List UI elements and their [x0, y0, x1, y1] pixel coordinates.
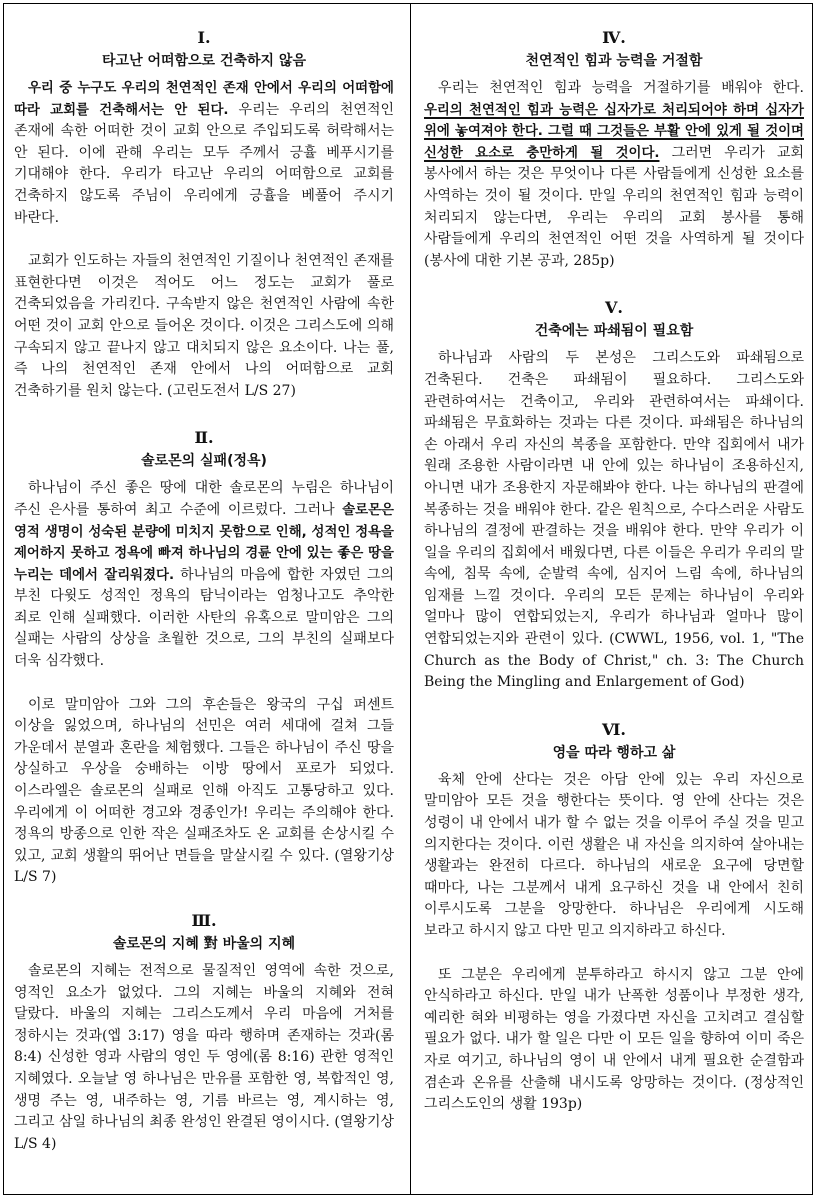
section-numeral: Ⅵ. [602, 719, 626, 739]
section-4 [424, 28, 804, 272]
section-title: 솔로몬의 지혜 對 바울의 지혜 [112, 936, 296, 952]
section-title: 천연적인 힘과 능력을 거절함 [525, 53, 703, 69]
section-numeral: Ⅰ. [197, 28, 211, 47]
paragraph: 교회가 인도하는 자들의 천연적인 기질이나 천연적인 존재를 표현한다면 이것은 적어도 어느 정도는 교회가 풀로 건축되었음을 가리킨다. 구속받지 않은 천연적인 사람에 속한 어떤 것이 교회 안으로 들어온 것이다. 이것은 그리스도에 의해 구속되지 않고 끝나지 않고 대치되지 않은 요소이다. 나는 풀, 즉 나의 천연적인 존재 안에서 나의 어떠함으로 교회 건축하기를 원치 않는다. (고린도전서 L/S 27) [14, 253, 394, 399]
section-5 [424, 298, 804, 694]
column-divider [410, 3, 411, 1195]
bold-text: 솔로몬은 영적 생명이 성숙된 분량에 미치지 못함으로 인해, 성적인 정욕을 제어하지 못하고 정욕에 빠져 하나님의 경륜 안에 있는 좋은 땅을 누리는 데에서 잘리워졌다. [14, 502, 394, 583]
paragraph: 또 그분은 우리에게 분투하라고 하시지 않고 그분 안에 안식하라고 하신다. 만일 내가 난폭한 성품이나 부정한 생각, 예리한 혀와 비평하는 영을 가졌다면 자신을 고치려고 결심할 필요가 없다. 내가 할 일은 다만 이 모든 일을 향하여 이미 죽은 자로 여기고, 하나님의 영이 내 안에서 내게 필요한 순결함과 겸손과 온유를 산출해 내시도록 앙망하는 것이다. (정상적인 그리스도인의 생활 193p) [424, 966, 804, 1113]
section-title: 건축에는 파쇄됨이 필요함 [534, 323, 694, 340]
section-numeral: Ⅲ. [191, 911, 217, 930]
section-6 [424, 720, 804, 1116]
paragraph: 육체 안에 산다는 것은 아담 안에 있는 우리 자신으로 말미암아 모든 것을 행한다는 뜻이다. 영 안에 산다는 것은 성령이 내 안에서 내가 할 수 없는 것을 이루어 주실 것을 믿고 의지한다는 것이다. 이런 생활은 내 자신을 의지하여 살아내는 생활과는 완전히 다르다. 하나님의 새로운 요구에 당면할 때마다, 나는 그분께서 내게 요구하신 것을 내 안에서 친히 이루시도록 그분을 앙망한다. 하나님은 우리에게 시도해 보라고 하시지 않고 다만 믿고 의지하라고 하신다. [424, 771, 804, 939]
body-text: 우리는 우리의 천연적인 존재에 속한 어떠한 것이 교회 안으로 주입되도록 허락해서는 안 된다. 이에 관해 우리는 모두 주께서 긍휼 베푸시기를 기대해야 한다. 우리가 타고난 우리의 어떠함으로 교회를 건축하지 않도록 주님이 우리에게 긍휼을 베풀어 주시기 바란다. [14, 101, 394, 226]
body-text: 하나님이 주신 좋은 땅에 대한 솔로몬의 누림은 하나님이 주신 은사를 통하여 최고 수준에 이르렀다. 그러나 [14, 480, 394, 518]
section-title: 타고난 어떠함으로 건축하지 않음 [102, 53, 306, 69]
paragraph [424, 78, 804, 272]
section-1 [14, 28, 394, 402]
bold-text: 우리 중 누구도 우리의 천연적인 존재 안에서 우리의 어떠함에 따라 교회를 건축해서는 안 된다. [14, 81, 394, 118]
section-numeral: Ⅱ. [194, 428, 214, 448]
section-2 [14, 428, 394, 889]
body-text: 하나님의 마음에 합한 자였던 그의 부친 다윗도 성적인 정욕의 탐닉이라는 엄청나고도 추악한 죄로 인해 실패했다. 이러한 사탄의 유혹으로 말미암은 그의 실패는 사람의 상상을 초월한 것으로, 그의 부친의 실패보다 더욱 심각했다. [14, 566, 394, 670]
paragraph [14, 478, 394, 672]
paragraph: 솔로몬의 지혜는 전적으로 물질적인 영역에 속한 것으로, 영적인 요소가 없었다. 그의 지혜는 바울의 지혜와 전혀 달랐다. 바울의 지혜는 그리스도께서 우리 마음에 거처를 정하시는 것과(엡 3:17) 영을 따라 행하며 존재하는 것과(롬 8:4) 신성한 영과 사람의 영인 두 영에(롬 8:16) 관한 영적인 지혜였다. 오늘날 영 하나님은 만유를 포함한 영, 복합적인 영, 생명 주는 영, 내주하는 영, 기름 바르는 영, 계시하는 영, 그리고 삼일 하나님의 최종 완성인 완결된 영이시다. (열왕기상 L/S 4) [14, 963, 394, 1152]
section-numeral: Ⅴ. [605, 298, 623, 318]
section-title: 영을 따라 행하고 삶 [552, 744, 676, 761]
section-3 [14, 911, 394, 1155]
section-title: 솔로몬의 실패(정욕) [141, 453, 267, 470]
body-text: 우리는 천연적인 힘과 능력을 거절하기를 배워야 한다. [438, 80, 804, 96]
paragraph: 하나님과 사람의 두 본성은 그리스도와 파쇄됨으로 건축된다. 건축은 파쇄됨이 필요하다. 그리스도와 관련하여서는 건축이고, 우리와 관련하여서는 파쇄이다. 파쇄됨은 무효화하는 것과는 다른 것이다. 파쇄됨은 하나님의 손 아래서 우리 자신의 복종을 포함한다. 만약 집회에서 내가 원래 조용한 사람이라면 내 안에 있는 하나님이 조용하신지, 아니면 내가 조용한지 자문해봐야 한다. 나는 하나님의 판결에 복종하는 것을 배워야 한다. 같은 원칙으로, 수다스러운 사람도 하나님의 결정에 판결하는 것을 배워야 한다. 만약 우리가 이 일을 우리의 집회에서 배웠다면, 다른 이들은 우리가 우리의 말 속에, 침묵 속에, 순발력 속에, 심지어 느림 속에, 하나님의 임재를 느낄 것이다. 우리의 모든 문제는 하나님이 우리와 얼마나 많이 연합되었는지, 우리가 하나님과 얼마나 많이 연합되었는지와 관련이 있다. (CWWL, 1956, vol. 1, "The Church as the Body of Christ," ch. 3: The Church Being the Mingling and Enlargement of God) [424, 350, 804, 691]
paragraph [14, 78, 394, 229]
right-column [424, 28, 804, 1116]
section-numeral: Ⅳ. [602, 28, 626, 47]
paragraph: 이로 말미암아 그와 그의 후손들은 왕국의 구십 퍼센트 이상을 잃었으며, 하나님의 선민은 여러 세대에 걸쳐 그들 가운데서 분열과 혼란을 체험했다. 그들은 하나님이 주신 땅을 상실하고 우상을 숭배하는 이방 땅에서 포로가 되었다. 이스라엘은 솔로몬의 실패로 인해 아직도 고통당하고 있다. 우리에게 이 어떠한 경고와 경종인가! 우리는 주의해야 한다. 정욕의 방종으로 인한 작은 실패조차도 온 교회를 손상시킬 수 있고, 교회 생활의 뛰어난 면들을 말살시킬 수 있다. (열왕기상 L/S 7) [14, 696, 394, 886]
left-column [14, 28, 394, 1155]
bold-underlined-text: 우리의 천연적인 힘과 능력은 십자가로 처리되어야 하며 십자가 위에 놓여져야 한다. 그럴 때 그것들은 부활 안에 있게 될 것이며 신성한 요소로 충만하게 될 것이다. [424, 102, 804, 161]
body-text: 그러면 우리가 교회 봉사에서 하는 것은 무엇이나 다른 사람들에게 신성한 요소를 사역하는 것이 될 것이다. 만일 우리의 천연적인 힘과 능력이 처리되지 않는다면, 우리는 우리의 교회 봉사를 통해 사람들에게 우리의 천연적인 어떤 것을 사역하게 될 것이다 (봉사에 대한 기본 공과, 285p) [424, 144, 805, 269]
